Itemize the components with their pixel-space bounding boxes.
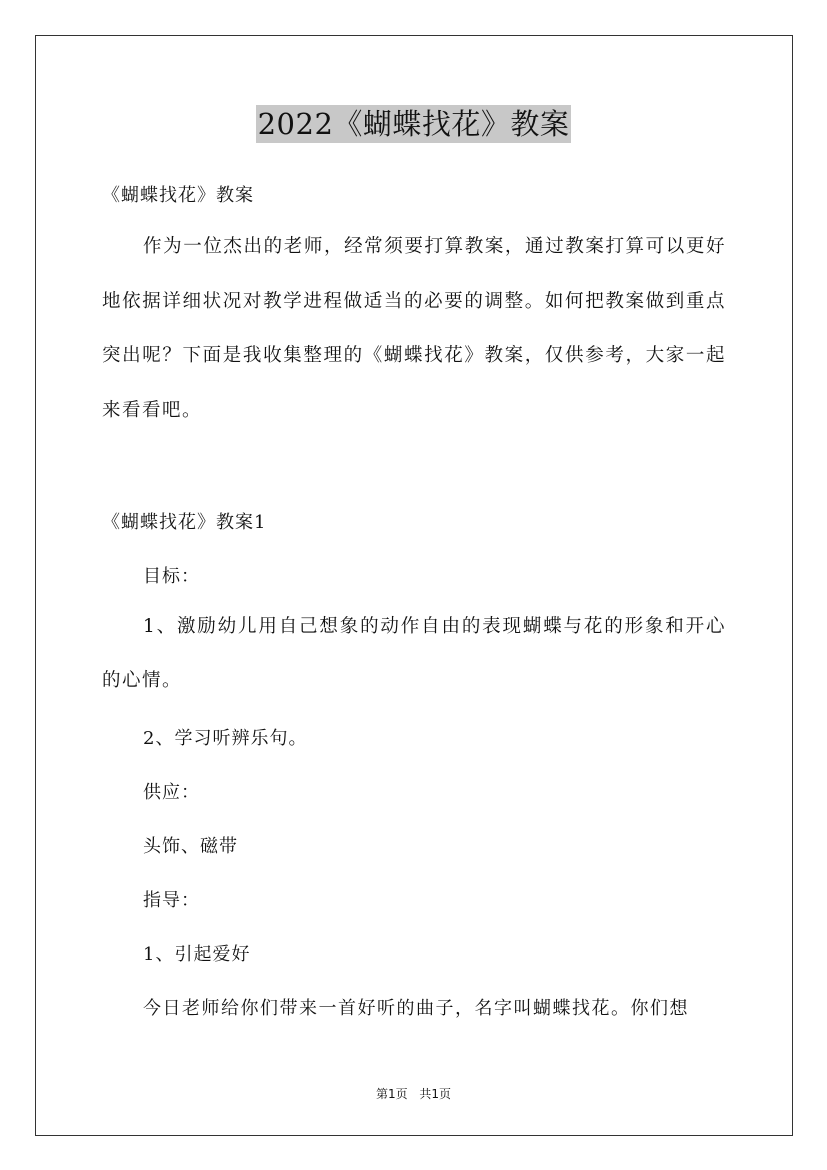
footer-page-number: 第1页 — [375, 1087, 408, 1101]
section-heading: 《蝴蝶找花》教案1 — [102, 512, 267, 533]
guide-item-1: 1、引起爱好 — [143, 944, 251, 965]
goal-item-1: 1、激励幼儿用自己想象的动作自由的表现蝴蝶与花的形象和开心的心情。 — [102, 616, 726, 691]
document-title-text: 2022《蝴蝶找花》教案 — [257, 107, 570, 141]
supply-label: 供应： — [143, 782, 200, 803]
goal-item-2: 2、学习听辨乐句。 — [143, 728, 308, 749]
subtitle: 《蝴蝶找花》教案 — [102, 185, 254, 206]
page-footer — [0, 1085, 827, 1102]
supply-items: 头饰、磁带 — [143, 836, 238, 857]
guide-label: 指导： — [143, 890, 200, 911]
guide-text: 今日老师给你们带来一首好听的曲子，名字叫蝴蝶找花。你们想 — [143, 998, 689, 1019]
document-title — [0, 102, 827, 143]
goal-label: 目标： — [143, 566, 200, 587]
footer-total-pages: 共1页 — [419, 1087, 452, 1101]
intro-paragraph: 作为一位杰出的老师，经常须要打算教案，通过教案打算可以更好地依据详细状况对教学进程做适当的必要的调整。如何把教案做到重点突出呢？下面是我收集整理的《蝴蝶找花》教案，仅供参考，大家一起来看看吧。 — [102, 236, 726, 421]
